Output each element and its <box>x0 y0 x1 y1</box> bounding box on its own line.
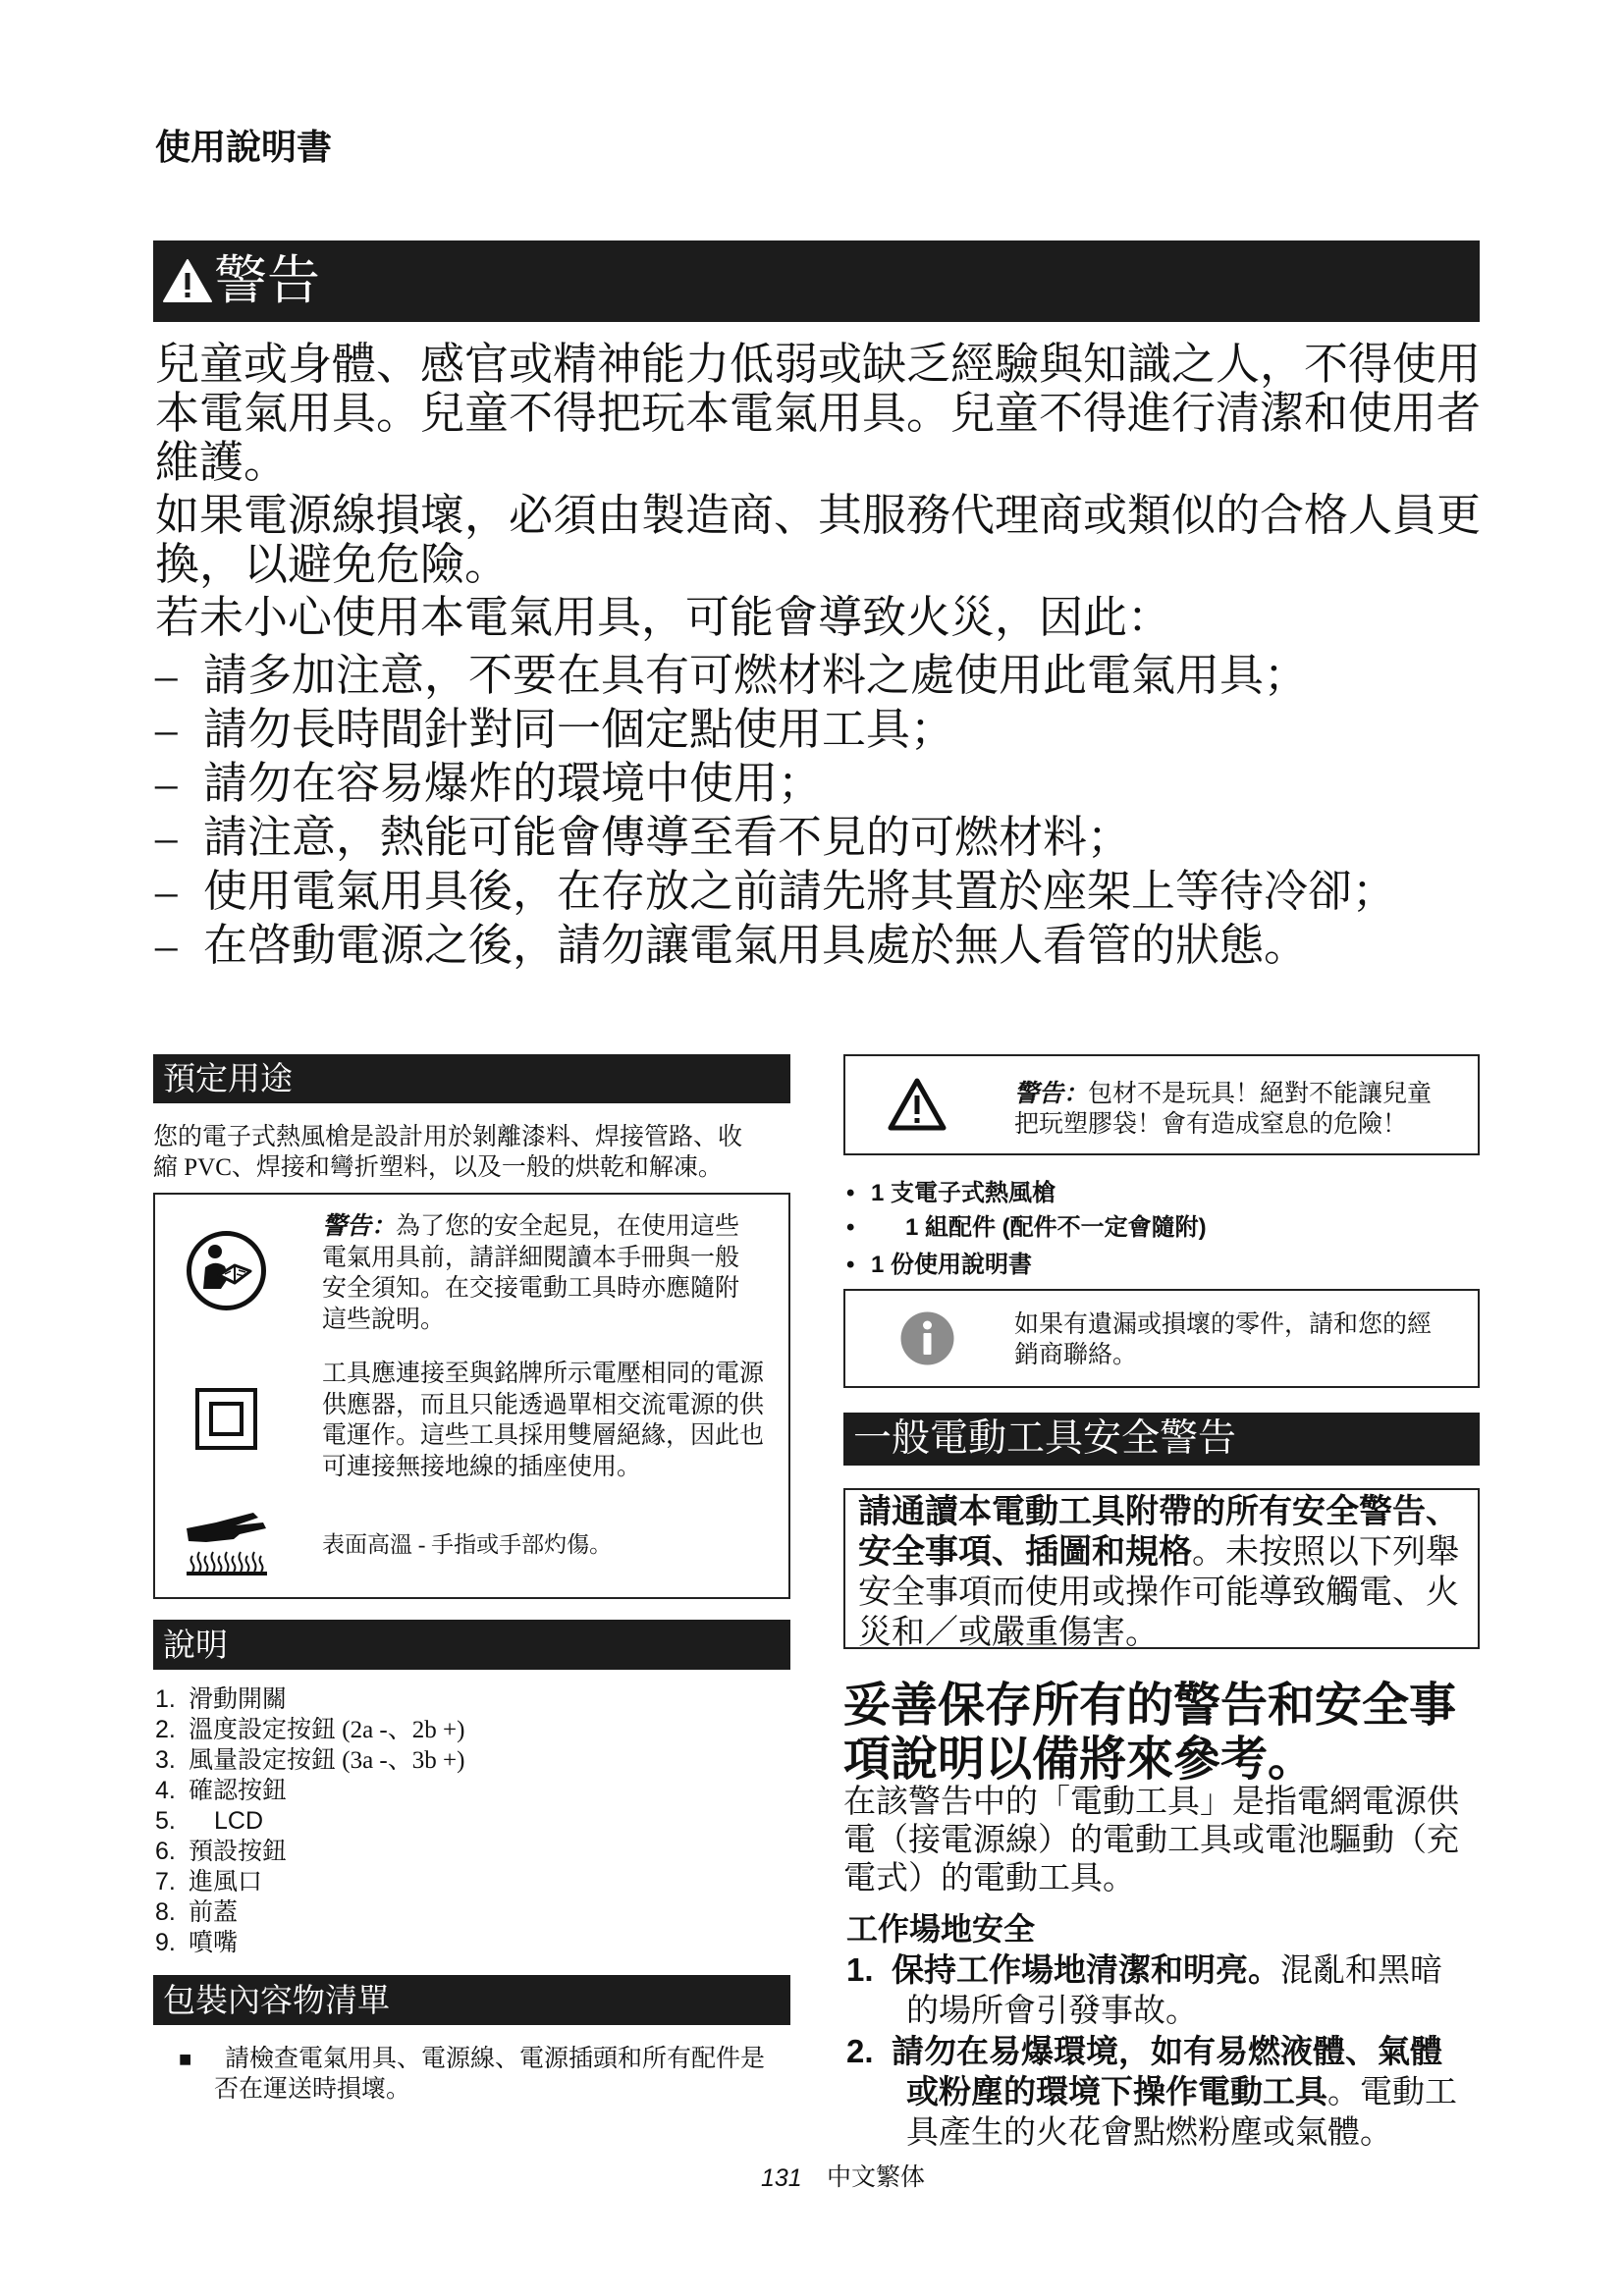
item-number: 1. <box>846 1951 874 1988</box>
included-item <box>846 1212 1475 1244</box>
document-title: 使用說明書 <box>155 127 333 167</box>
warning-triangle-icon <box>162 258 213 303</box>
heading-line: 項說明以備將來參考。 <box>843 1734 1316 1786</box>
text-line <box>846 2032 1475 2072</box>
text-line: 這些說明。 <box>322 1306 446 1333</box>
item-number: 7. <box>155 1868 176 1896</box>
text-segment: 。未按照以下列舉 <box>1192 1534 1459 1571</box>
warning-list-item <box>155 649 1471 703</box>
safety-intro-box <box>843 1488 1480 1649</box>
text-line <box>1014 1079 1432 1109</box>
item-label: 溫度設定按鈕 (2a -、2b +) <box>189 1717 465 1743</box>
text-line: 電氣用具前，請詳細閱讀本手冊與一般 <box>322 1244 740 1271</box>
item-label: 進風口 <box>189 1869 263 1896</box>
text-line: 把玩塑膠袋！會有造成窒息的危險！ <box>1014 1111 1408 1138</box>
keep-instructions-heading <box>843 1679 1456 1787</box>
text-segment: 混亂和黑暗 <box>1280 1953 1442 1989</box>
item-label: 風量設定按鈕 (3a -、3b +) <box>189 1747 465 1774</box>
packaging-warning-text <box>1014 1079 1432 1140</box>
warning-line: 換，以避免危險。 <box>155 540 510 589</box>
warning-list-text: 使用電氣用具後，在存放之前請先將其置於座架上等待冷卻； <box>203 867 1397 916</box>
info-icon <box>899 1310 955 1366</box>
item-number: 4. <box>155 1777 176 1804</box>
bold-segment: 安全事項、插圖和規格 <box>858 1533 1192 1571</box>
section-heading-general-safety: 一般電動工具安全警告 <box>843 1413 1480 1466</box>
item-number: 2. <box>846 2033 874 2069</box>
power-tool-definition <box>843 1784 1459 1898</box>
double-insulation-icon <box>195 1388 257 1450</box>
text-line: 電運作。這些工具採用雙層絕緣，因此也 <box>322 1422 765 1449</box>
section-heading-package-contents: 包裝內容物清單 <box>153 1975 790 2025</box>
bold-segment: 請勿在易爆環境，如有易燃液體、氣體 <box>892 2033 1442 2069</box>
square-bullet: ■ <box>179 2047 192 2071</box>
work-area-item <box>846 1950 1475 2031</box>
text-line <box>846 1950 1475 1991</box>
warning-list-text: 請注意，熱能可能會傳導至看不見的可燃材料； <box>203 813 1132 862</box>
warning-paragraph-power-cord <box>155 491 1481 589</box>
text-segment: 安全事項而使用或操作可能導致觸電、火 <box>858 1575 1459 1611</box>
item-label: 預設按鈕 <box>189 1839 288 1865</box>
missing-parts-notice-box <box>843 1289 1480 1388</box>
text-line: 在該警告中的「電動工具」是指電網電源供 <box>843 1785 1459 1820</box>
text-line: 如果有遺漏或損壞的零件，請和您的經 <box>1014 1311 1433 1338</box>
item-label: LCD <box>214 1807 264 1835</box>
hot-surface-text <box>322 1530 612 1560</box>
text-line: 縮 PVC、焊接和彎折塑料，以及一般的烘乾和解凍。 <box>153 1154 723 1181</box>
warning-line: 兒童或身體、感官或精神能力低弱或缺乏經驗與知識之人，不得使用 <box>155 340 1482 389</box>
text-segment: 具產生的火花會點燃粉塵或氣體。 <box>906 2115 1392 2151</box>
item-number: 1. <box>155 1685 176 1713</box>
warning-line: 如果電源線損壞，必須由製造商、其服務代理商或類似的合格人員更 <box>155 491 1482 540</box>
section-heading-intended-use: 預定用途 <box>153 1054 790 1103</box>
warning-line: 若未小心使用本電氣用具，可能會導致火災，因此： <box>155 593 1172 642</box>
safety-intro-text <box>858 1492 1459 1653</box>
item-number: 9. <box>155 1929 176 1956</box>
dash-bullet: – <box>155 921 178 970</box>
item-label: 前蓋 <box>189 1899 239 1926</box>
warning-list-text: 在啓動電源之後，請勿讓電氣用具處於無人看管的狀態。 <box>203 921 1309 970</box>
text-line: 安全須知。在交接電動工具時亦應隨附 <box>322 1275 740 1302</box>
text-line <box>846 2072 1475 2112</box>
included-item-text: 1 支電子式熱風槍 <box>871 1180 1056 1206</box>
hot-surface-icon <box>181 1511 272 1577</box>
read-manual-icon <box>186 1230 267 1311</box>
page-number: 131 <box>761 2164 802 2192</box>
included-item <box>846 1178 1475 1209</box>
text-line <box>858 1492 1459 1532</box>
text-line <box>858 1613 1459 1653</box>
warning-label: 警告： <box>1014 1080 1089 1107</box>
text-segment: 為了您的安全起見，在使用這些 <box>396 1213 740 1240</box>
text-line: 否在運送時損壞。 <box>214 2076 411 2103</box>
dash-bullet: – <box>155 759 178 808</box>
warning-banner-title: 警告 <box>214 251 320 310</box>
text-line: 銷商聯絡。 <box>1014 1342 1138 1368</box>
text-line <box>846 2112 1475 2153</box>
item-number: 2. <box>155 1716 176 1743</box>
read-manual-text <box>322 1211 739 1335</box>
warning-label: 警告： <box>322 1212 397 1240</box>
bold-segment: 或粉塵的環境下操作電動工具 <box>906 2073 1327 2109</box>
dash-bullet: – <box>155 867 178 916</box>
item-label: 確認按鈕 <box>189 1778 288 1804</box>
warning-list-item <box>155 757 1471 811</box>
dash-bullet: – <box>155 651 178 700</box>
text-line <box>846 1991 1475 2031</box>
package-check-note <box>179 2044 787 2105</box>
text-line <box>858 1573 1459 1613</box>
warning-triangle-icon <box>888 1078 947 1131</box>
safety-symbols-box <box>153 1193 790 1599</box>
warning-list-text: 請勿長時間針對同一個定點使用工具； <box>203 705 955 754</box>
text-line: 可連接無接地線的插座使用。 <box>322 1453 642 1480</box>
text-segment: 的場所會引發事故。 <box>906 1994 1198 2029</box>
missing-parts-text <box>1014 1309 1432 1370</box>
bullet: • <box>846 1180 855 1206</box>
text-line: 工具應連接至與銘牌所示電壓相同的電源 <box>322 1361 765 1387</box>
item-label: 滑動開關 <box>189 1686 288 1713</box>
item-number: 5. <box>155 1807 176 1835</box>
bullet: • <box>846 1252 855 1278</box>
warning-list-item <box>155 919 1471 973</box>
text-line: 請檢查電氣用具、電源線、電源插頭和所有配件是 <box>225 2046 766 2072</box>
intended-use-text <box>153 1122 742 1183</box>
section-heading-description: 說明 <box>153 1620 790 1670</box>
double-insulation-text <box>322 1359 764 1482</box>
warning-paragraph-fire <box>155 593 1171 642</box>
item-number: 3. <box>155 1746 176 1774</box>
text-line: 表面高溫 - 手指或手部灼傷。 <box>322 1532 613 1557</box>
heading-line: 妥善保存所有的警告和安全事 <box>843 1680 1457 1732</box>
footer-language: 中文繁体 <box>827 2164 926 2191</box>
warning-paragraph-children <box>155 340 1481 487</box>
warning-list-text: 請多加注意，不要在具有可燃材料之處使用此電氣用具； <box>203 651 1309 700</box>
dash-bullet: – <box>155 813 178 862</box>
bullet: • <box>846 1214 855 1241</box>
bold-segment: 保持工作場地清潔和明亮。 <box>892 1951 1280 1988</box>
warning-list-item <box>155 865 1471 919</box>
warning-list-item <box>155 703 1471 757</box>
warning-list-item <box>155 811 1471 865</box>
text-segment: 包材不是玩具！絕對不能讓兒童 <box>1088 1081 1433 1107</box>
text-line <box>322 1211 739 1243</box>
text-line: 供應器，而且只能透過單相交流電源的供 <box>322 1391 765 1418</box>
work-area-item <box>846 2032 1475 2153</box>
included-item-text: 1 份使用說明書 <box>871 1252 1033 1278</box>
text-line: 電（接電源線）的電動工具或電池驅動（充 <box>843 1823 1459 1858</box>
warning-line: 本電氣用具。兒童不得把玩本電氣用具。兒童不得進行清潔和使用者 <box>155 389 1482 438</box>
text-segment: 。電動工 <box>1327 2075 1457 2110</box>
warning-line: 維護。 <box>155 438 289 487</box>
included-item <box>846 1250 1475 1281</box>
text-line: 您的電子式熱風槍是設計用於剝離漆料、焊接管路、收 <box>153 1124 743 1150</box>
text-segment: 災和／或嚴重傷害。 <box>858 1615 1159 1651</box>
included-item-text: 1 組配件 (配件不一定會隨附) <box>905 1214 1207 1241</box>
warning-banner <box>153 240 1480 322</box>
dash-bullet: – <box>155 705 178 754</box>
work-area-safety-heading: 工作場地安全 <box>846 1911 1036 1947</box>
item-label: 噴嘴 <box>189 1930 239 1956</box>
text-line: 電式）的電動工具。 <box>843 1861 1135 1896</box>
text-line <box>858 1532 1459 1573</box>
bold-segment: 請通讀本電動工具附帶的所有安全警告、 <box>858 1493 1459 1530</box>
item-number: 8. <box>155 1898 176 1926</box>
item-number: 6. <box>155 1838 176 1865</box>
packaging-warning-box <box>843 1054 1480 1155</box>
warning-list-text: 請勿在容易爆炸的環境中使用； <box>203 759 823 808</box>
